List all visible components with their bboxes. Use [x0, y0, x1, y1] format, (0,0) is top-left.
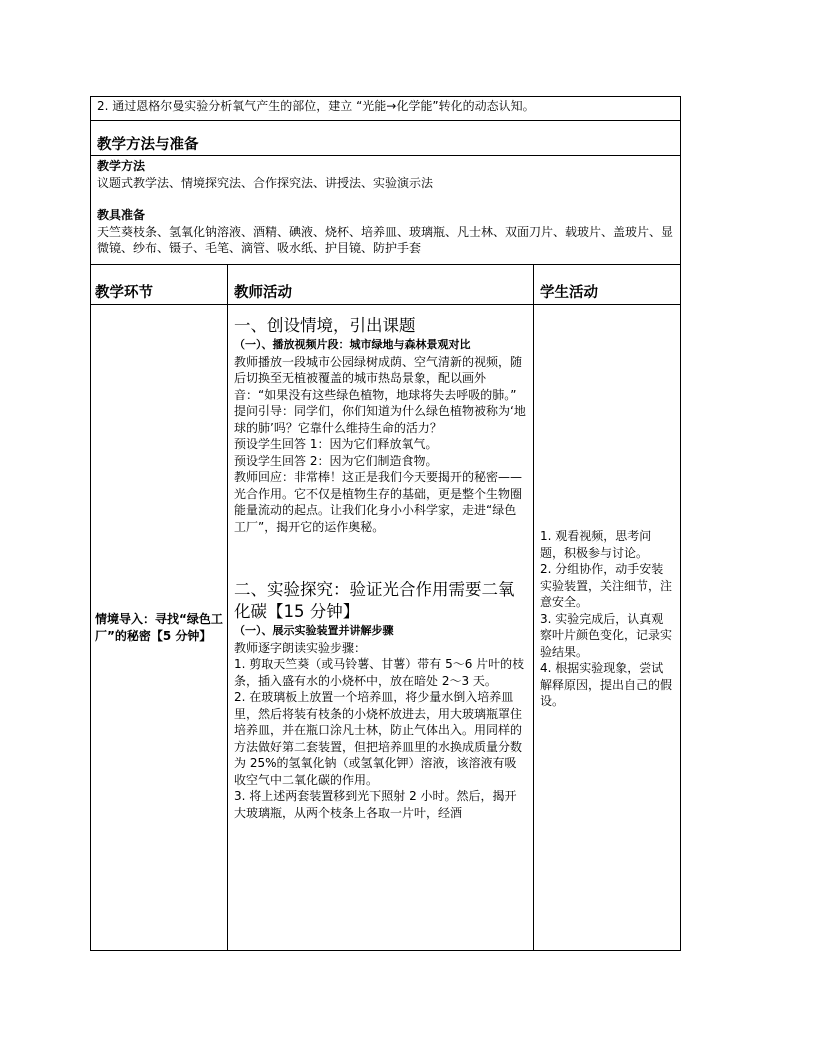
- student-item-2: 2. 分组协作，动手安装实验装置，关注细节，注意安全。: [540, 562, 673, 609]
- lesson-plan-page: [90, 96, 680, 951]
- methods-row: [91, 156, 681, 265]
- teacher-para-1: 教师播放一段城市公园绿树成荫、空气清新的视频，随后切换至无植被覆盖的城市热岛景象，配以画外音：“如果没有这些绿色植物，地球将失去呼吸的肺。”: [234, 354, 523, 402]
- header-student: 学生活动: [540, 284, 598, 301]
- teacher-activity: [228, 305, 534, 951]
- methods-text: 议题式教学法、情境探究法、合作探究法、讲授法、实验演示法: [97, 175, 434, 190]
- header-row: [91, 265, 681, 305]
- section-2-sub: （一）、展示实验装置并讲解步骤: [234, 624, 394, 637]
- tools-label: 教具准备: [97, 208, 146, 222]
- teacher-para-5: 教师回应：非常棒！这正是我们今天要揭开的秘密——光合作用。它不仅是植物生存的基础，更是整个生物圈能量流动的起点。让我们化身小小科学家，走进“绿色工厂”，揭开它的运作奥秘。: [234, 470, 523, 534]
- step-1: 1. 剪取天竺葵（或马铃薯、甘薯）带有 5～6 片叶的枝条，插入盛有水的小烧杯中，放在暗处 2～3 天。: [234, 657, 525, 688]
- step-2: 2. 在玻璃板上放置一个培养皿，将少量水倒入培养皿里，然后将装有枝条的小烧杯放进去，用大玻璃瓶罩住培养皿，并在瓶口涂凡士林，防止气体出入。用同样的方法做好第二套装置，但把培养皿里的水换成质量分数为 25%的氢氧化钠（或氢氧化钾）溶液，该溶液有吸收空气中二氧化碳的作用。: [234, 690, 523, 787]
- student-activity: [534, 305, 681, 951]
- teacher-para-3: 预设学生回答 1：因为它们释放氧气。: [234, 437, 438, 451]
- section-1-sub: （一）、播放视频片段：城市绿地与森林景观对比: [234, 338, 471, 351]
- lesson-plan-table: [90, 96, 681, 951]
- header-teacher: 教师活动: [234, 284, 292, 301]
- student-item-3: 3. 实验完成后，认真观察叶片颜色变化，记录实验结果。: [540, 611, 673, 659]
- step-intro: 教师逐字朗读实验步骤：: [234, 640, 367, 655]
- student-item-4: 4. 根据实验现象，尝试解释原因，提出自己的假设。: [540, 661, 673, 708]
- teacher-para-2: 提问引导：同学们，你们知道为什么绿色植物被称为‘地球的肺’吗？它靠什么维持生命的活力？: [234, 404, 526, 435]
- stage-label: 情境导入：寻找“绿色工厂”的秘密【5 分钟】: [95, 612, 223, 643]
- header-stage: 教学环节: [95, 284, 153, 301]
- tools-text: 天竺葵枝条、氢氧化钠溶液、酒精、碘液、烧杯、培养皿、玻璃瓶、凡士林、双面刀片、载玻片、盖玻片、显微镜、纱布、镊子、毛笔、滴管、吸水纸、护目镜、防护手套: [97, 224, 674, 255]
- methods-title-row: [91, 121, 681, 156]
- section-1-title: 一、创设情境，引出课题: [234, 316, 416, 335]
- method-label: 教学方法: [97, 159, 146, 173]
- methods-title: 教学方法与准备: [97, 136, 199, 153]
- section-2-title: 二、实验探究：验证光合作用需要二氧化碳【15 分钟】: [234, 580, 515, 621]
- student-item-1: 1. 观看视频，思考问题，积极参与讨论。: [540, 529, 652, 560]
- goal-row: [91, 97, 681, 121]
- step-3: 3. 将上述两套装置移到光下照射 2 小时。然后，揭开大玻璃瓶，从两个枝条上各取一片叶，经酒: [234, 789, 517, 820]
- teacher-para-4: 预设学生回答 2：因为它们制造食物。: [234, 453, 438, 468]
- content-row: [91, 305, 681, 951]
- goal-2: 2. 通过恩格尔曼实验分析氧气产生的部位，建立 “光能→化学能”转化的动态认知。: [91, 97, 681, 121]
